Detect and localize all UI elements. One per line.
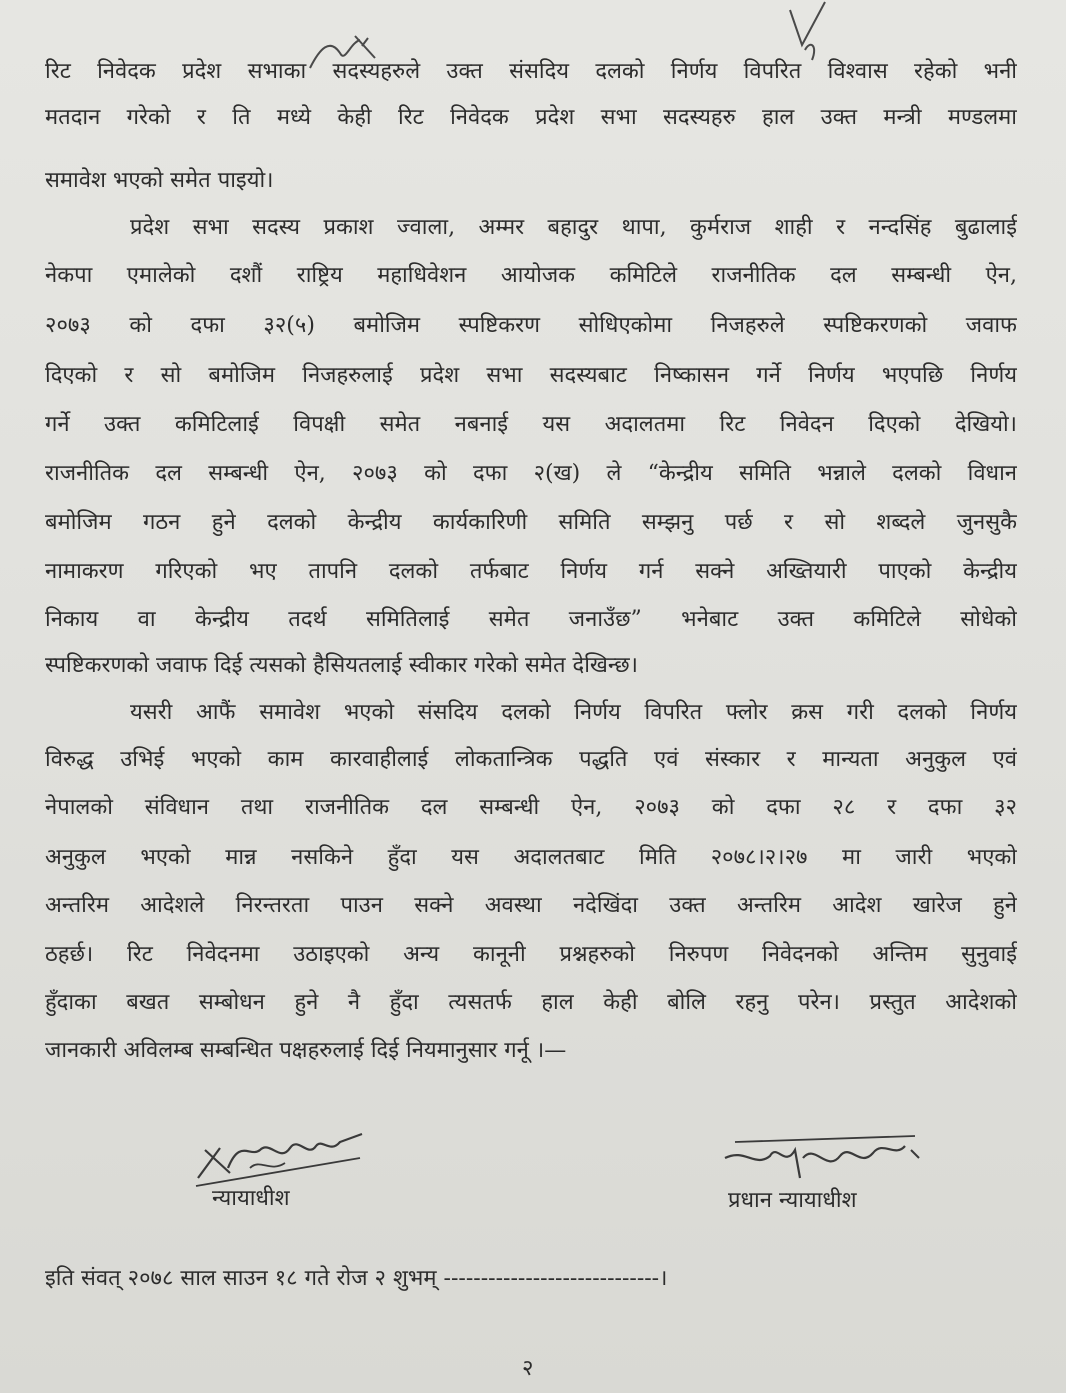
body-line-5: नेकपा एमालेको दशौं राष्ट्रिय महाधिवेशन आयोजक कमिटिले राजनीतिक दल सम्बन्धी ऐन, xyxy=(45,263,1017,288)
body-line-19: ठहर्छ। रिट निवेदनमा उठाइएको अन्य कानूनी प्रश्नहरुको निरुपण निवेदनको अन्तिम सुनुवाई xyxy=(45,942,1017,967)
document-footer-date: इति संवत् २०७८ साल साउन १८ गते रोज २ शुभम् -----------------------------। xyxy=(45,1266,668,1291)
body-line-7: दिएको र सो बमोजिम निजहरुलाई प्रदेश सभा सदस्यबाट निष्कासन गर्ने निर्णय भएपछि निर्णय xyxy=(45,363,1017,388)
body-line-4: प्रदेश सभा सदस्य प्रकाश ज्वाला, अम्मर बहादुर थापा, कुर्मराज शाही र नन्दसिंह बुढालाई xyxy=(130,215,1017,240)
page-number: २ xyxy=(522,1356,534,1381)
body-line-20: हुँदाका बखत सम्बोधन हुने नै हुँदा त्यसतर्फ हाल केही बोलि रहनु परेन। प्रस्तुत आदेशको xyxy=(45,990,1017,1015)
body-line-2: मतदान गरेको र ति मध्ये केही रिट निवेदक प्रदेश सभा सदस्यहरु हाल उक्त मन्त्री मण्डलमा xyxy=(45,105,1017,130)
body-line-3: समावेश भएको समेत पाइयो। xyxy=(45,168,274,193)
body-line-21: जानकारी अविलम्ब सम्बन्धित पक्षहरुलाई दिई नियमानुसार गर्नू ।— xyxy=(45,1038,567,1063)
body-line-6: २०७३ को दफा ३२(५) बमोजिम स्पष्टिकरण सोधिएकोमा निजहरुले स्पष्टिकरणको जवाफ xyxy=(45,313,1017,338)
chief-justice-signature xyxy=(715,1128,925,1188)
body-line-1: रिट निवेदक प्रदेश सभाका सदस्यहरुले उक्त संसदिय दलको निर्णय विपरित विश्वास रहेको भनी xyxy=(45,59,1017,84)
body-line-13: स्पष्टिकरणको जवाफ दिई त्यसको हैसियतलाई स्वीकार गरेको समेत देखिन्छ। xyxy=(45,653,638,678)
chief-justice-signature-label: प्रधान न्यायाधीश xyxy=(728,1188,857,1213)
body-line-9: राजनीतिक दल सम्बन्धी ऐन, २०७३ को दफा २(ख) ले “केन्द्रीय समिति भन्नाले दलको विधान xyxy=(45,461,1017,486)
body-line-11: नामाकरण गरिएको भए तापनि दलको तर्फबाट निर्णय गर्न सक्ने अख्तियारी पाएको केन्द्रीय xyxy=(45,559,1017,584)
judge-signature-label: न्यायाधीश xyxy=(212,1186,290,1211)
body-line-15: विरुद्ध उभिई भएको काम कारवाहीलाई लोकतान्त्रिक पद्धति एवं संस्कार र मान्यता अनुकुल एवं xyxy=(45,747,1017,772)
body-line-16: नेपालको संविधान तथा राजनीतिक दल सम्बन्धी ऐन, २०७३ को दफा २८ र दफा ३२ xyxy=(45,795,1017,820)
body-line-10: बमोजिम गठन हुने दलको केन्द्रीय कार्यकारिणी समिति सम्झनु पर्छ र सो शब्दले जुनसुकै xyxy=(45,510,1017,535)
body-line-14: यसरी आफैं समावेश भएको संसदिय दलको निर्णय विपरित फ्लोर क्रस गरी दलको निर्णय xyxy=(130,700,1017,725)
body-line-12: निकाय वा केन्द्रीय तदर्थ समितिलाई समेत जनाउँछ” भनेबाट उक्त कमिटिले सोधेको xyxy=(45,607,1017,632)
body-line-8: गर्ने उक्त कमिटिलाई विपक्षी समेत नबनाई यस अदालतमा रिट निवेदन दिएको देखियो। xyxy=(45,412,1017,437)
body-line-18: अन्तरिम आदेशले निरन्तरता पाउन सक्ने अवस्था नदेखिंदा उक्त अन्तरिम आदेश खारेज हुने xyxy=(45,893,1017,918)
body-line-17: अनुकुल भएको मान्न नसकिने हुँदा यस अदालतबाट मिति २०७८।२।२७ मा जारी भएको xyxy=(45,845,1017,870)
